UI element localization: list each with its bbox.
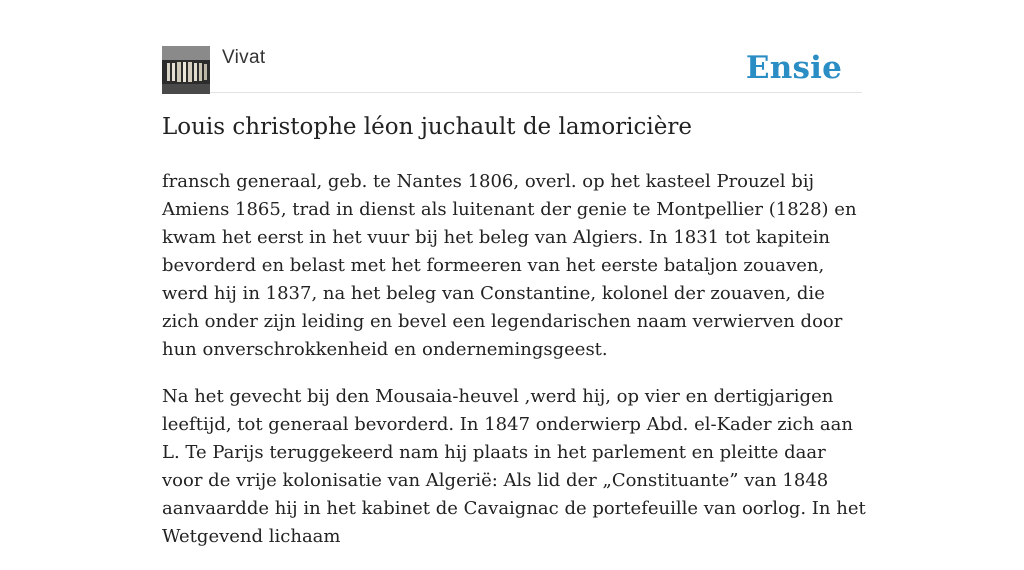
entry-title: Louis christophe léon juchault de lamoricière [162,114,692,140]
avatar-image [162,46,210,94]
author-name[interactable]: Vivat [222,47,266,68]
avatar[interactable] [162,46,210,94]
entry-body [162,168,866,570]
paragraph: fransch generaal, geb. te Nantes 1806, overl. op het kasteel Prouzel bij Amiens 1865, trad in dienst als luitenant der genie te Montpellier (1828) en kwam het eerst in het vuur bij het beleg van Algiers. In 1831 tot kapitein bevorderd en belast met het formeeren van het eerste bataljon zouaven, werd hij in 1837, na het beleg van Constantine, kolonel der zouaven, die zich onder zijn leiding en bevel een legendarischen naam verwierven door hun onverschrokkenheid en ondernemingsgeest. [162,171,857,360]
paragraph: Na het gevecht bij den Mousaia-heuvel ,werd hij, op vier en dertigjarigen leeftijd, tot generaal bevorderd. In 1847 onderwierp Abd. el-Kader zich aan L. Te Parijs teruggekeerd nam hij plaats in het parlement en pleitte daar voor de vrije kolonisatie van Algerië: Als lid der „Constituante” van 1848 aanvaardde hij in het kabinet de Cavaignac de portefeuille van oorlog. In het Wetgevend lichaam [162,386,866,547]
header [162,46,862,93]
site-logo[interactable]: Ensie [745,50,842,86]
